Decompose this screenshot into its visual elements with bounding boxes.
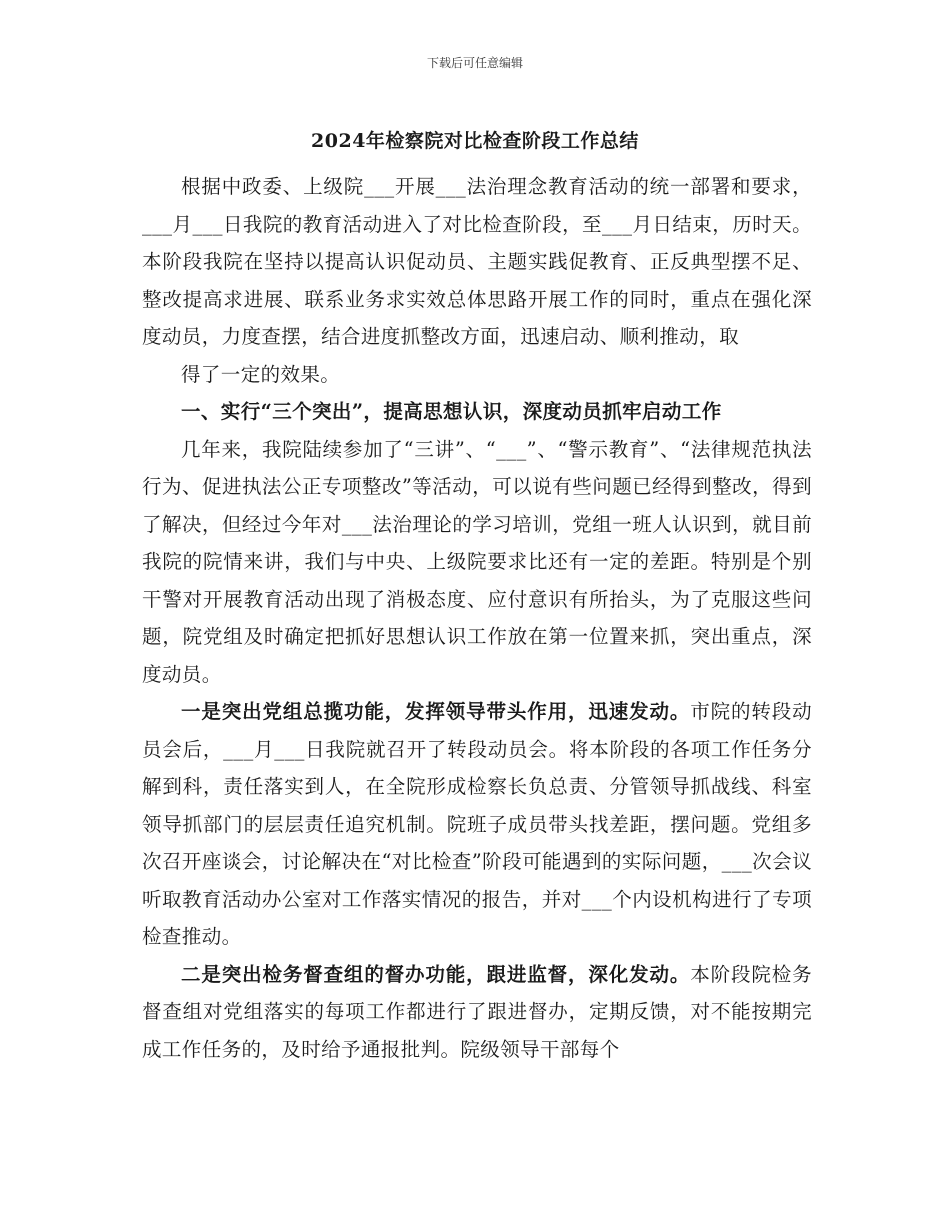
point-1-lead: 一是突出党组总揽功能，发挥领导带头作用，迅速发动。	[181, 700, 691, 723]
paragraph-intro: 根据中政委、上级院___开展___法治理念教育活动的统一部署和要求，___月___日我院的教育活动进入了对比检查阶段，至___月日结束，历时天。本阶段我院在坚持以提高认识促动员、主题实践促教育、正反典型摆不足、整改提高求进展、联系业务求实效总体思路开展工作的同时，重点在强化深度动员，力度查摆，结合进度抓整改方面，迅速启动、顺利推动，取	[142, 175, 812, 348]
paragraph-intro-continued: 得了一定的效果。	[181, 362, 341, 386]
section-heading-1: 一、实行“三个突出”，提高思想认识，深度动员抓牢启动工作	[181, 400, 722, 423]
page-header: 下载后可任意编辑	[426, 56, 523, 70]
document-body	[142, 168, 812, 1068]
point-2-lead: 二是突出检务督查组的督办功能，跟进监督，深化发动。	[181, 962, 691, 986]
paragraph-section-1: 几年来，我院陆续参加了“三讲”、“___”、“警示教育”、“法律规范执法行为、促进执法公正专项整改”等活动，可以说有些问题已经得到整改，得到了解决，但经过今年对___法治理论的学习培训，党组一班人认识到，就目前我院的院情来讲，我们与中央、上级院要求比还有一定的差距。特别是个别干警对开展教育活动出现了消极态度、应付意识有所抬头，为了克服这些问题，院党组及时确定把抓好思想认识工作放在第一位置来抓，突出重点，深度动员。	[142, 437, 812, 686]
paragraph-point-1: 一是突出党组总揽功能，发挥领导带头作用，迅速发动。市院的转段动员会后，___月___日我院就召开了转段动员会。将本阶段的各项工作任务分解到科，责任落实到人，在全院形成检察长负总责、分管领导抓战线、科室领导抓部门的层层责任追究机制。院班子成员带头找差距，摆问题。党组多次召开座谈会，讨论解决在“对比检查”阶段可能遇到的实际问题，___次会议听取教育活动办公室对工作落实情况的报告，并对___个内设机构进行了专项检查推动。	[142, 700, 812, 948]
document-title: 2024年检察院对比检查阶段工作总结	[311, 130, 639, 152]
paragraph-point-2: 二是突出检务督查组的督办功能，跟进监督，深化发动。本阶段院检务督查组对党组落实的每项工作都进行了跟进督办，定期反馈，对不能按期完成工作任务的，及时给予通报批判。院级领导干部每个	[142, 962, 812, 1061]
